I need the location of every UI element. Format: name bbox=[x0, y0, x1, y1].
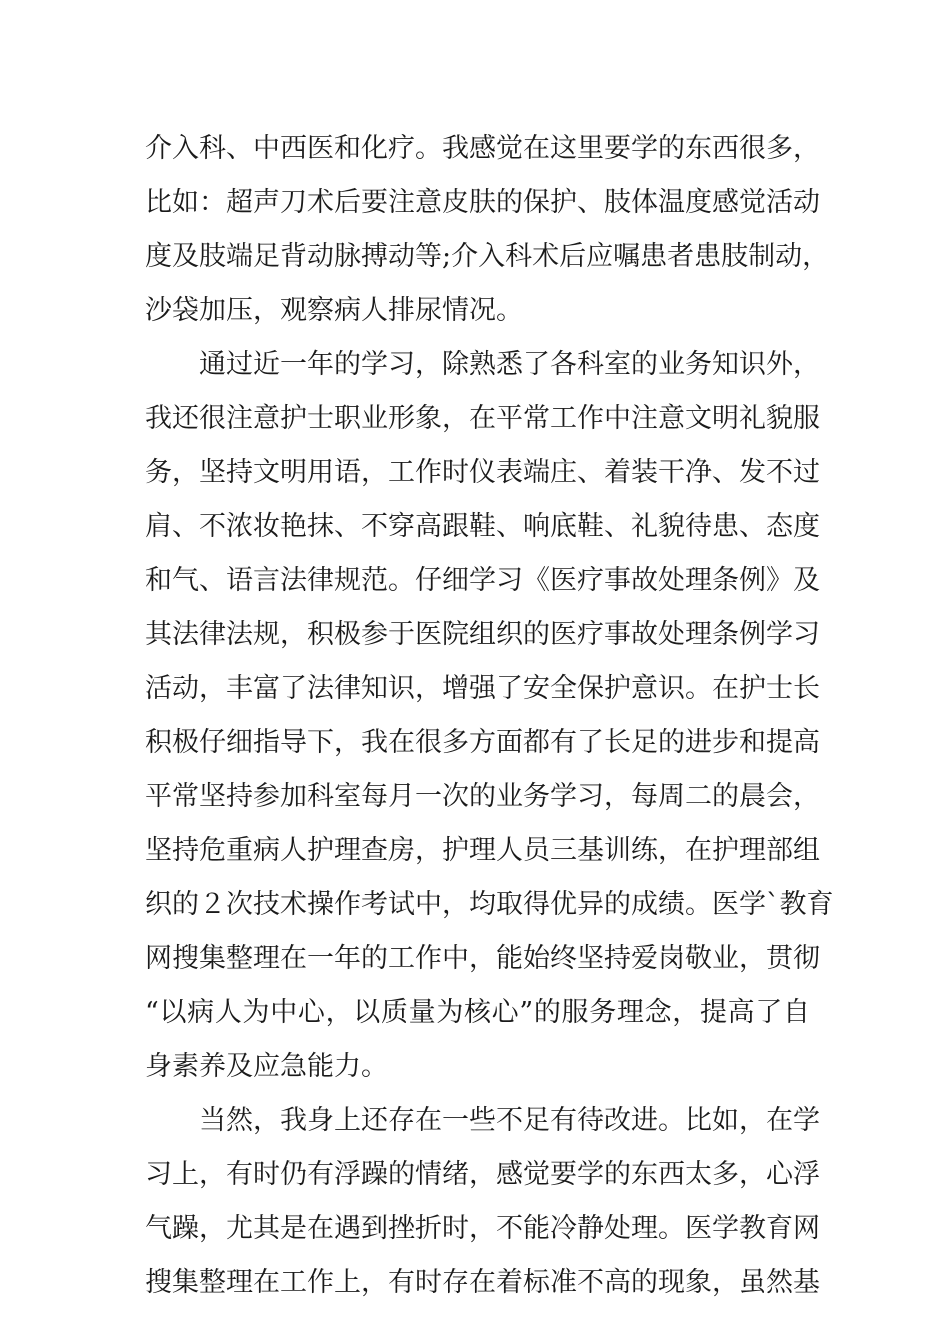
paragraph-line: 通过近一年的学习，除熟悉了各科室的业务知识外， bbox=[199, 349, 820, 380]
paragraph-line: 积极仔细指导下，我在很多方面都有了长足的进步和提高 bbox=[145, 727, 820, 758]
paragraph-line: 务，坚持文明用语，工作时仪表端庄、着装干净、发不过 bbox=[145, 457, 820, 488]
paragraph-line: 沙袋加压，观察病人排尿情况。 bbox=[145, 295, 523, 326]
paragraph-line: 气躁，尤其是在遇到挫折时，不能冷静处理。医学教育网 bbox=[145, 1213, 820, 1244]
paragraph-line: 平常坚持参加科室每月一次的业务学习，每周二的晨会， bbox=[145, 781, 820, 812]
paragraph-line: 织的２次技术操作考试中，均取得优异的成绩。医学`教育 bbox=[145, 889, 834, 920]
paragraph-line: 习上，有时仍有浮躁的情绪，感觉要学的东西太多，心浮 bbox=[145, 1159, 820, 1190]
paragraph-line: 网搜集整理在一年的工作中，能始终坚持爱岗敬业，贯彻 bbox=[145, 943, 820, 974]
paragraph-line: 坚持危重病人护理查房，护理人员三基训练，在护理部组 bbox=[145, 835, 820, 866]
paragraph-line: 身素养及应急能力。 bbox=[145, 1051, 388, 1082]
paragraph-line: 和气、语言法律规范。仔细学习《医疗事故处理条例》及 bbox=[145, 565, 820, 596]
paragraph-line: 比如：超声刀术后要注意皮肤的保护、肢体温度感觉活动 bbox=[145, 187, 820, 218]
paragraph-line: 搜集整理在工作上，有时存在着标准不高的现象，虽然基 bbox=[145, 1267, 820, 1298]
body-text bbox=[145, 127, 834, 1315]
paragraph-line: 活动，丰富了法律知识，增强了安全保护意识。在护士长 bbox=[145, 673, 820, 704]
paragraph-line: 肩、不浓妆艳抹、不穿高跟鞋、响底鞋、礼貌待患、态度 bbox=[145, 511, 820, 542]
paragraph-line: 度及肢端足背动脉搏动等;介入科术后应嘱患者患肢制动， bbox=[145, 241, 830, 272]
paragraph-line: “以病人为中心，以质量为核心”的服务理念，提高了自 bbox=[145, 997, 810, 1028]
paragraph-line: 其法律法规，积极参于医院组织的医疗事故处理条例学习 bbox=[145, 619, 820, 650]
paragraph-line: 当然，我身上还存在一些不足有待改进。比如，在学 bbox=[199, 1105, 820, 1136]
paragraph-line: 介入科、中西医和化疗。我感觉在这里要学的东西很多， bbox=[145, 133, 820, 164]
paragraph-line: 我还很注意护士职业形象，在平常工作中注意文明礼貌服 bbox=[145, 403, 820, 434]
